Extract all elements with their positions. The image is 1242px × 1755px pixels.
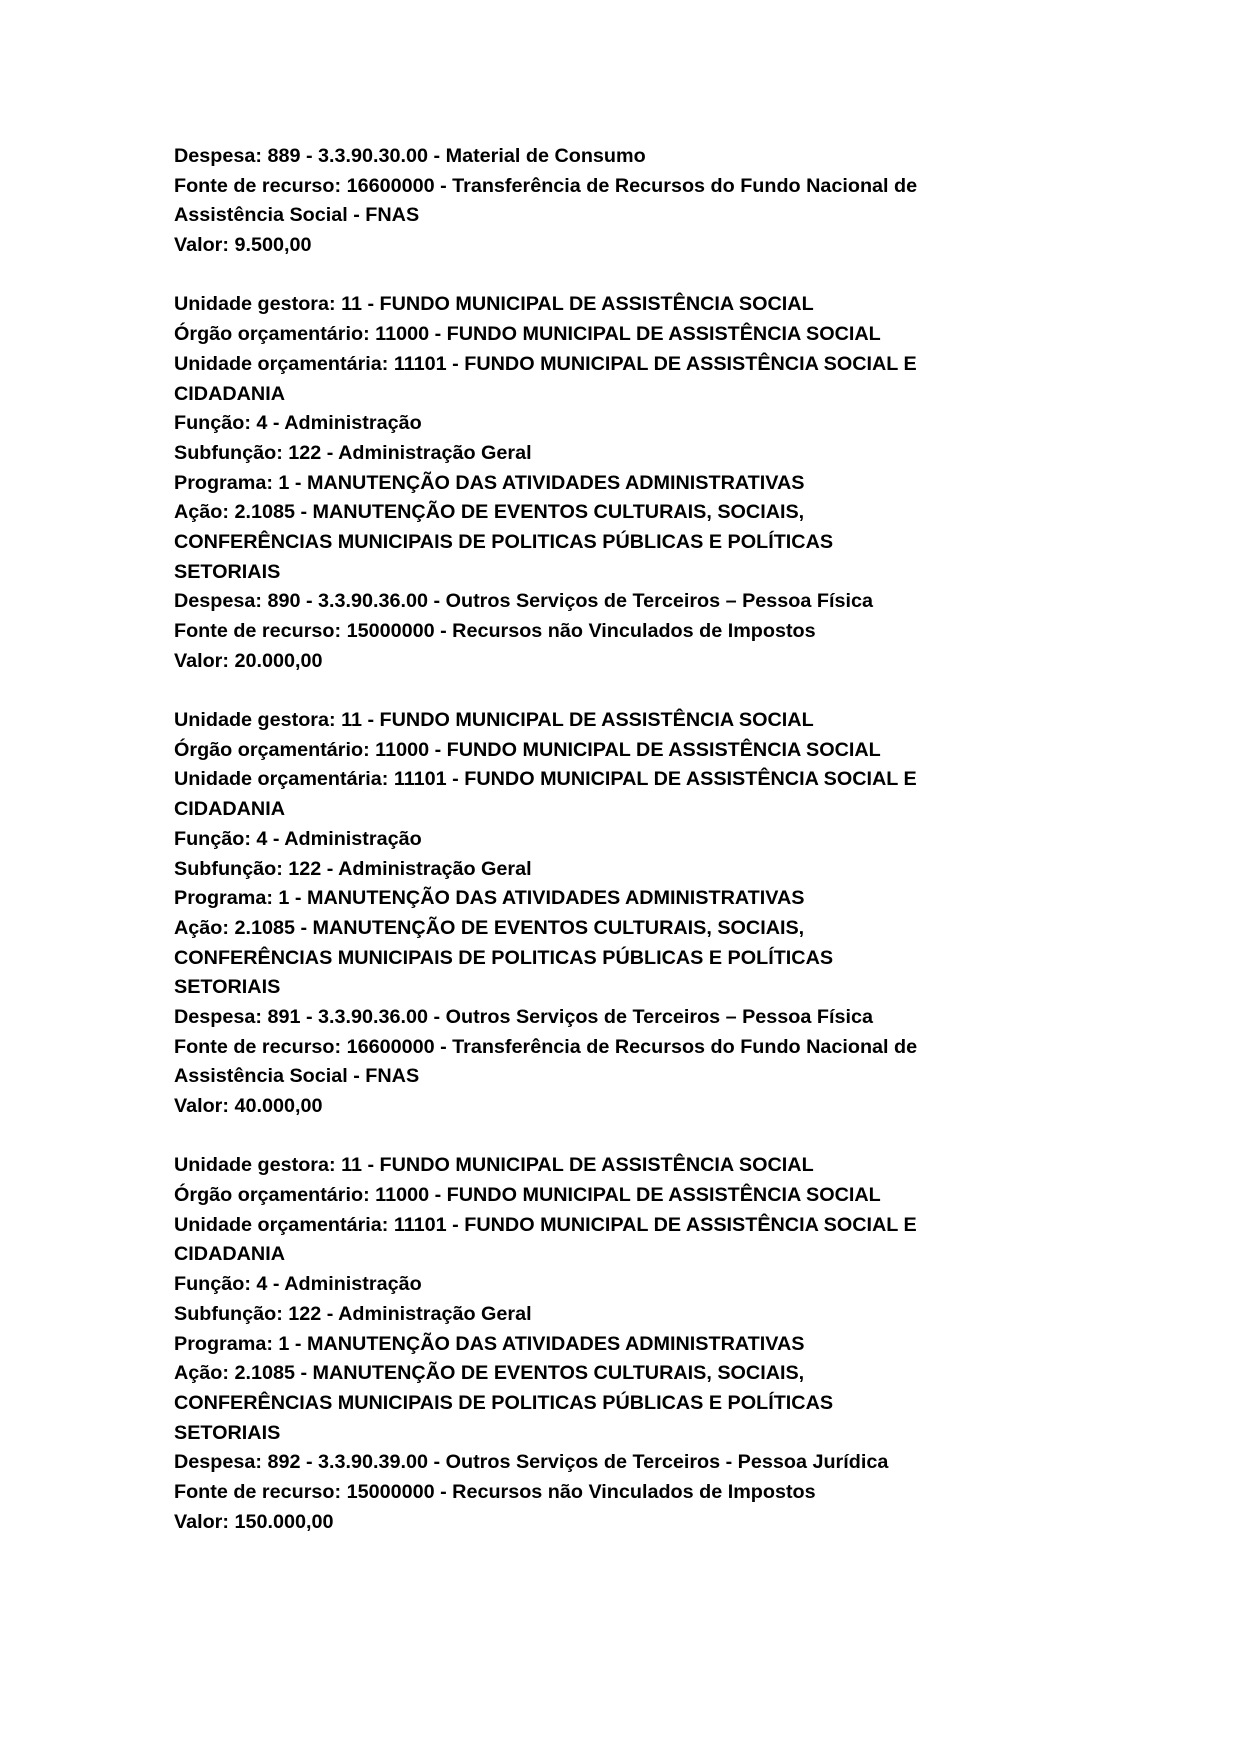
fonte-recurso-line: Fonte de recurso: 15000000 - Recursos não Vinculados de Impostos (174, 620, 816, 642)
funcao-line: Função: 4 - Administração (174, 827, 422, 850)
unidade-orcamentaria-line-continuation: CIDADANIA (174, 798, 285, 821)
subfuncao-line: Subfunção: 122 - Administração Geral (174, 857, 532, 880)
budget-entry-block (174, 290, 917, 676)
despesa-line: Despesa: 891 - 3.3.90.36.00 - Outros Serviços de Terceiros – Pessoa Física (174, 1005, 873, 1028)
valor-line: Valor: 150.000,00 (174, 1510, 334, 1533)
acao-line-continuation: CONFERÊNCIAS MUNICIPAIS DE POLITICAS PÚBLICAS E POLÍTICAS (174, 1391, 834, 1414)
funcao-line: Função: 4 - Administração (174, 412, 422, 435)
fonte-recurso-line-continuation: Assistência Social - FNAS (174, 1065, 420, 1088)
unidade-gestora-line: Unidade gestora: 11 - FUNDO MUNICIPAL DE ASSISTÊNCIA SOCIAL (174, 709, 814, 732)
acao-line-continuation: SETORIAIS (174, 1421, 281, 1444)
despesa-line: Despesa: 889 - 3.3.90.30.00 - Material de Consumo (174, 145, 646, 167)
subfuncao-line: Subfunção: 122 - Administração Geral (174, 1302, 532, 1325)
valor-line: Valor: 20.000,00 (174, 649, 323, 672)
valor-line: Valor: 9.500,00 (174, 234, 312, 257)
unidade-orcamentaria-line-continuation: CIDADANIA (174, 382, 285, 405)
unidade-orcamentaria-line-continuation: CIDADANIA (174, 1243, 285, 1266)
valor-line: Valor: 40.000,00 (174, 1095, 323, 1117)
programa-line: Programa: 1 - MANUTENÇÃO DAS ATIVIDADES ADMINISTRATIVAS (174, 887, 805, 910)
acao-line: Ação: 2.1085 - MANUTENÇÃO DE EVENTOS CULTURAIS, SOCIAIS, (174, 916, 805, 939)
programa-line: Programa: 1 - MANUTENÇÃO DAS ATIVIDADES ADMINISTRATIVAS (174, 1332, 805, 1355)
budget-entry-block (174, 706, 917, 1122)
fonte-recurso-line-continuation: Assistência Social - FNAS (174, 204, 420, 227)
unidade-orcamentaria-line: Unidade orçamentária: 11101 - FUNDO MUNICIPAL DE ASSISTÊNCIA SOCIAL E (174, 768, 917, 791)
despesa-line: Despesa: 892 - 3.3.90.39.00 - Outros Serviços de Terceiros - Pessoa Jurídica (174, 1451, 889, 1474)
orgao-orcamentario-line: Órgão orçamentário: 11000 - FUNDO MUNICIPAL DE ASSISTÊNCIA SOCIAL (174, 1184, 881, 1207)
budget-entry-block (174, 1151, 917, 1537)
funcao-line: Função: 4 - Administração (174, 1273, 422, 1296)
unidade-orcamentaria-line: Unidade orçamentária: 11101 - FUNDO MUNICIPAL DE ASSISTÊNCIA SOCIAL E (174, 352, 917, 375)
fonte-recurso-line: Fonte de recurso: 16600000 - Transferência de Recursos do Fundo Nacional de (174, 1035, 918, 1058)
unidade-gestora-line: Unidade gestora: 11 - FUNDO MUNICIPAL DE ASSISTÊNCIA SOCIAL (174, 1154, 814, 1177)
orgao-orcamentario-line: Órgão orçamentário: 11000 - FUNDO MUNICIPAL DE ASSISTÊNCIA SOCIAL (174, 323, 881, 346)
acao-line-continuation: CONFERÊNCIAS MUNICIPAIS DE POLITICAS PÚBLICAS E POLÍTICAS (174, 530, 834, 553)
subfuncao-line: Subfunção: 122 - Administração Geral (174, 441, 532, 464)
acao-line: Ação: 2.1085 - MANUTENÇÃO DE EVENTOS CULTURAIS, SOCIAIS, (174, 1362, 805, 1385)
programa-line: Programa: 1 - MANUTENÇÃO DAS ATIVIDADES ADMINISTRATIVAS (174, 471, 805, 494)
despesa-line: Despesa: 890 - 3.3.90.36.00 - Outros Serviços de Terceiros – Pessoa Física (174, 590, 873, 613)
document-text-content (174, 142, 917, 1567)
acao-line-continuation: CONFERÊNCIAS MUNICIPAIS DE POLITICAS PÚBLICAS E POLÍTICAS (174, 946, 834, 969)
acao-line: Ação: 2.1085 - MANUTENÇÃO DE EVENTOS CULTURAIS, SOCIAIS, (174, 501, 805, 524)
unidade-orcamentaria-line: Unidade orçamentária: 11101 - FUNDO MUNICIPAL DE ASSISTÊNCIA SOCIAL E (174, 1213, 917, 1236)
acao-line-continuation: SETORIAIS (174, 976, 281, 999)
budget-entry-block (174, 142, 917, 261)
fonte-recurso-line: Fonte de recurso: 16600000 - Transferência de Recursos do Fundo Nacional de (174, 174, 918, 197)
acao-line-continuation: SETORIAIS (174, 560, 281, 583)
orgao-orcamentario-line: Órgão orçamentário: 11000 - FUNDO MUNICIPAL DE ASSISTÊNCIA SOCIAL (174, 738, 881, 761)
fonte-recurso-line: Fonte de recurso: 15000000 - Recursos não Vinculados de Impostos (174, 1480, 816, 1503)
unidade-gestora-line: Unidade gestora: 11 - FUNDO MUNICIPAL DE ASSISTÊNCIA SOCIAL (174, 293, 814, 316)
